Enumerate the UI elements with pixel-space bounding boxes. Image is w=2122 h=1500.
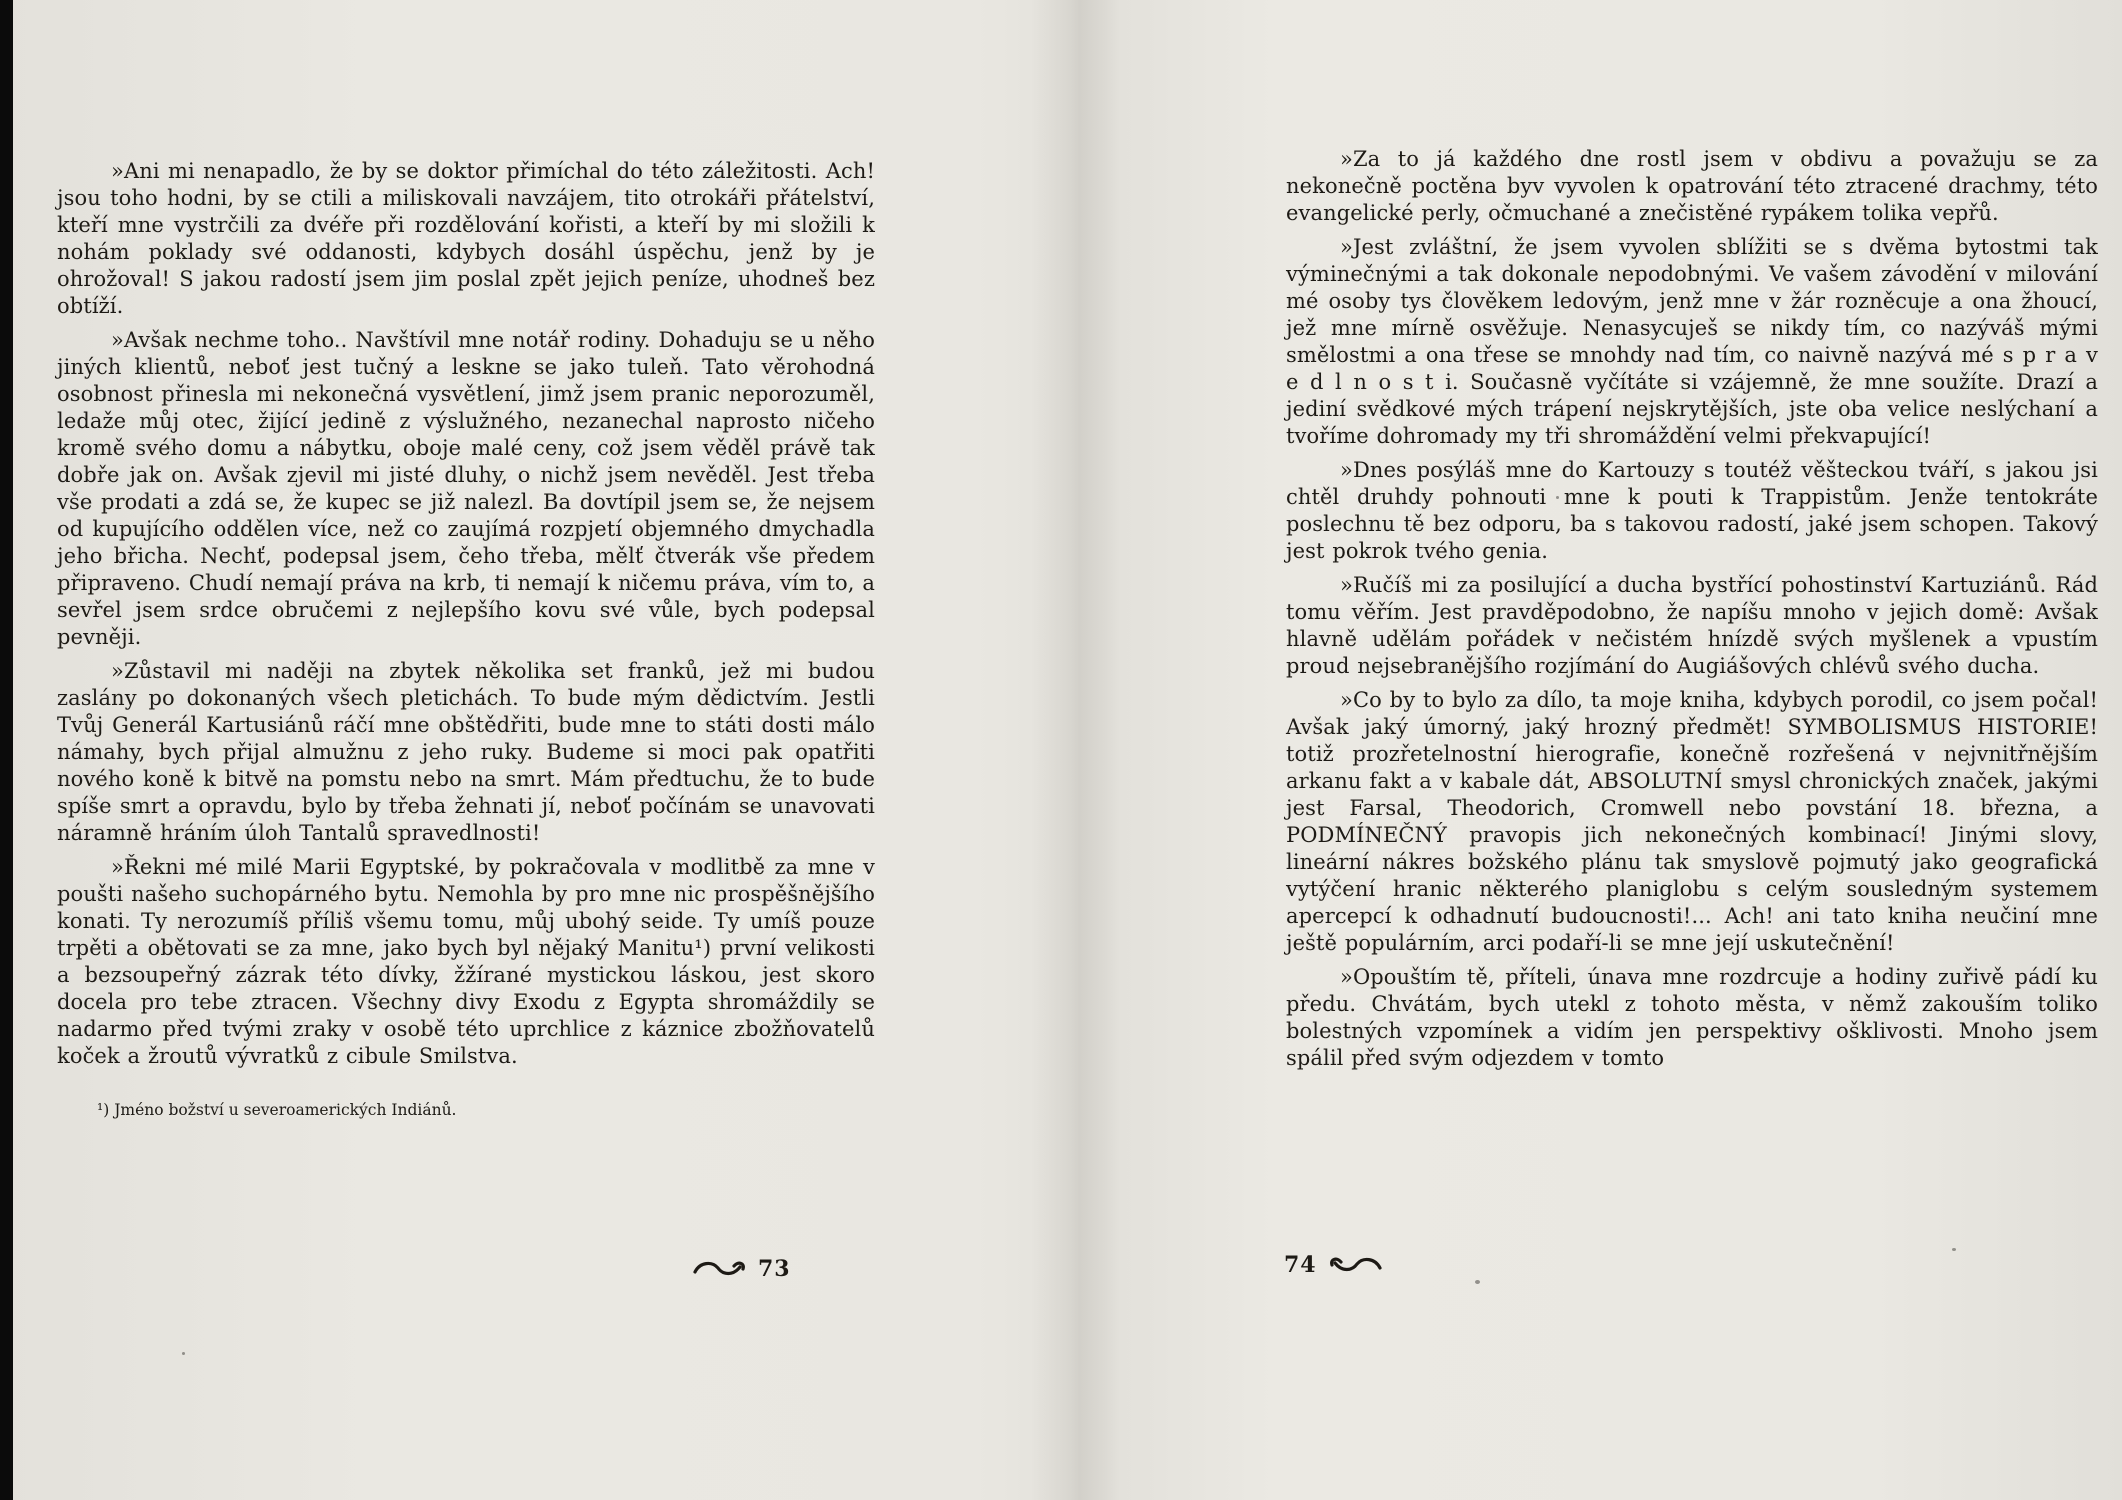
paragraph: »Ručíš mi za posilující a ducha bystřící pohostinství Kartuziánů. Rád tomu věřím. Jest pravděpodobno, že napíšu mnoho v jejich domě: Avšak hlavně udělám pořádek v nečistém hnízdě svých myšlenek a vpustím proud nejsebranějšího rozjímání do Augiášových chlévů svého ducha. [1286,573,2098,678]
page-right-text [1286,146,2098,1079]
paragraph: »Řekni mé milé Marii Egyptské, by pokračovala v modlitbě za mne v poušti našeho suchopárného bytu. Nemohla by pro mne nic prospěšnějšího konati. Ty nerozumíš příliš všemu tomu, můj ubohý seide. Ty umíš pouze trpěti a obětovati se za mne, jako bych byl nějaký Manitu¹) první velikosti a bezsoupeřný zázrak této dívky, žžírané mystickou láskou, jest skoro docela pro tebe ztracen. Všechny divy Exodu z Egypta shromáždily se nadarmo před tvými zraky v osobě této uprchlice z káznice zbožňovatelů koček a žroutů vývratků z cibule Smilstva. [57,855,875,1068]
paragraph: »Zůstavil mi naději na zbytek několika set franků, jež mi budou zaslány po dokonaných všech pletichách. To bude mým dědictvím. Jestli Tvůj Generál Kartusiánů ráčí mne obštědřiti, bude mne to státi dosti málo námahy, bych přijal almužnu z jeho ruky. Budeme si moci pak opatřiti nového koně k bitvě na pomstu nebo na smrt. Mám předtuchu, že to bude spíše smrt a opravdu, bylo by třeba žehnati jí, neboť počínám se unavovati náramně hráním úloh Tantalů spravedlnosti! [57,659,875,845]
page-number-left [690,1256,791,1282]
page-number: 74 [1284,1252,1317,1278]
page-number: 73 [758,1256,791,1282]
paragraph: »Dnes posýláš mne do Kartouzy s toutéž věšteckou tváří, s jakou jsi chtěl druhdy pohnouti mne k pouti k Trappistům. Jenže tentokráte poslechnu tě bez odporu, ba s takovou radostí, jaké jsem schopen. Takový jest pokrok tvého genia. [1286,458,2098,563]
page-left-text [57,158,875,1120]
scan-left-edge [0,0,13,1500]
scan-artifact [182,1352,185,1355]
paragraph: »Avšak nechme toho.. Navštívil mne notář rodiny. Dohaduju se u něho jiných klientů, neboť jest tučný a leskne se jako tuleň. Tato věrohodná osobnost přinesla mi nekonečná vysvětlení, jimž jsem pranic neporozuměl, ledaže můj otec, žijící jedině z výslužného, nezanechal naprosto ničeho kromě svého domu a nábytku, oboje malé ceny, což jsem věděl právě tak dobře jak on. Avšak zjevil mi jisté dluhy, o nichž jsem nevěděl. Jest třeba vše prodati a zdá se, že kupec se již nalezl. Ba dovtípil jsem se, že nejsem od kupujícího oddělen více, než co zaujímá rozpjetí objemného dmychadla jeho břicha. Nechť, podepsal jsem, čeho třeba, mělť čtverák vše předem připraveno. Chudí nemají práva na krb, ti nemají k ničemu práva, vím to, a sevřel jsem srdce obručemi z nejlepšího kovu své vůle, bych podepsal pevněji. [57,328,875,649]
paragraph: »Co by to bylo za dílo, ta moje kniha, kdybych porodil, co jsem počal! Avšak jaký úmorný, jaký hrozný předmět! SYMBOLISMUS HISTORIE! totiž prozřetelnostní hierografie, konečně rozřešená v nejvnitřnějším arkanu fakt a v kabale dát, ABSOLUTNÍ smysl chronických značek, jakými jest Farsal, Theodorich, Cromwell nebo povstání 18. března, a PODMÍNEČNÝ pravopis jich nekonečných kombinací! Jinými slovy, lineární nákres božského plánu tak smyslově pojmutý jako geografická vytýčení hranic některého planiglobu s celým sousledným systemem apercepcí k odhadnutí budoucnosti!... Ach! ani tato kniha neučiní mne ještě populárním, arci podaří-li se mne její uskutečnění! [1286,688,2098,955]
page-gutter [1030,0,1120,1500]
paragraph: »Opouštím tě, příteli, únava mne rozdrcuje a hodiny zuřivě pádí ku předu. Chvátám, bych utekl z tohoto města, v němž zakouším toliko bolestných vzpomínek a vidím jen perspektivy ošklivosti. Mnoho jsem spálil před svým odjezdem v tomto [1286,965,2098,1070]
scan-artifact [1475,1280,1480,1284]
paragraph: »Za to já každého dne rostl jsem v obdivu a považuju se za nekonečně poctěna byv vyvolen k opatrování této ztracené drachmy, této evangelické perly, očmuchané a znečistěné rypákem tolika vepřů. [1286,147,2098,225]
ornament-icon [690,1257,748,1281]
scan-artifact [1556,496,1559,499]
scan-artifact [1952,1248,1956,1251]
page-number-right [1284,1252,1385,1278]
paragraph: »Jest zvláštní, že jsem vyvolen sblížiti se s dvěma bytostmi tak výminečnými a tak dokonale nepodobnými. Ve vašem závodění v milování mé osoby tys člověkem ledovým, jenž mne v žár rozněcuje a ona žhoucí, jež mne mírně osvěžuje. Nenasycuješ se nikdy tím, co nazýváš mými smělostmi a ona třese se mnohdy nad tím, co naivně nazývá mé s p r a v e d l n o s t i. Současně vyčítáte si vzájemně, že mne soužíte. Drazí a jediní svědkové mých trápení nejskrytějších, jste oba velice neslýchaní a tvoříme dohromady my tři shromáždění velmi překvapující! [1286,235,2098,448]
footnote: ¹) Jméno božství u severoamerických Indiánů. [97,1101,457,1119]
ornament-icon [1327,1253,1385,1277]
paragraph: »Ani mi nenapadlo, že by se doktor přimíchal do této záležitosti. Ach! jsou toho hodni, by se ctili a miliskovali navzájem, tito otrokáři přátelství, kteří mne vystrčili za dvéře při rozdělování kořisti, a kteří by mi složili k nohám poklady své oddanosti, kdybych dosáhl úspěchu, jenž by je ohrožoval! S jakou radostí jsem jim poslal zpět jejich peníze, uhodneš bez obtíží. [57,159,875,318]
